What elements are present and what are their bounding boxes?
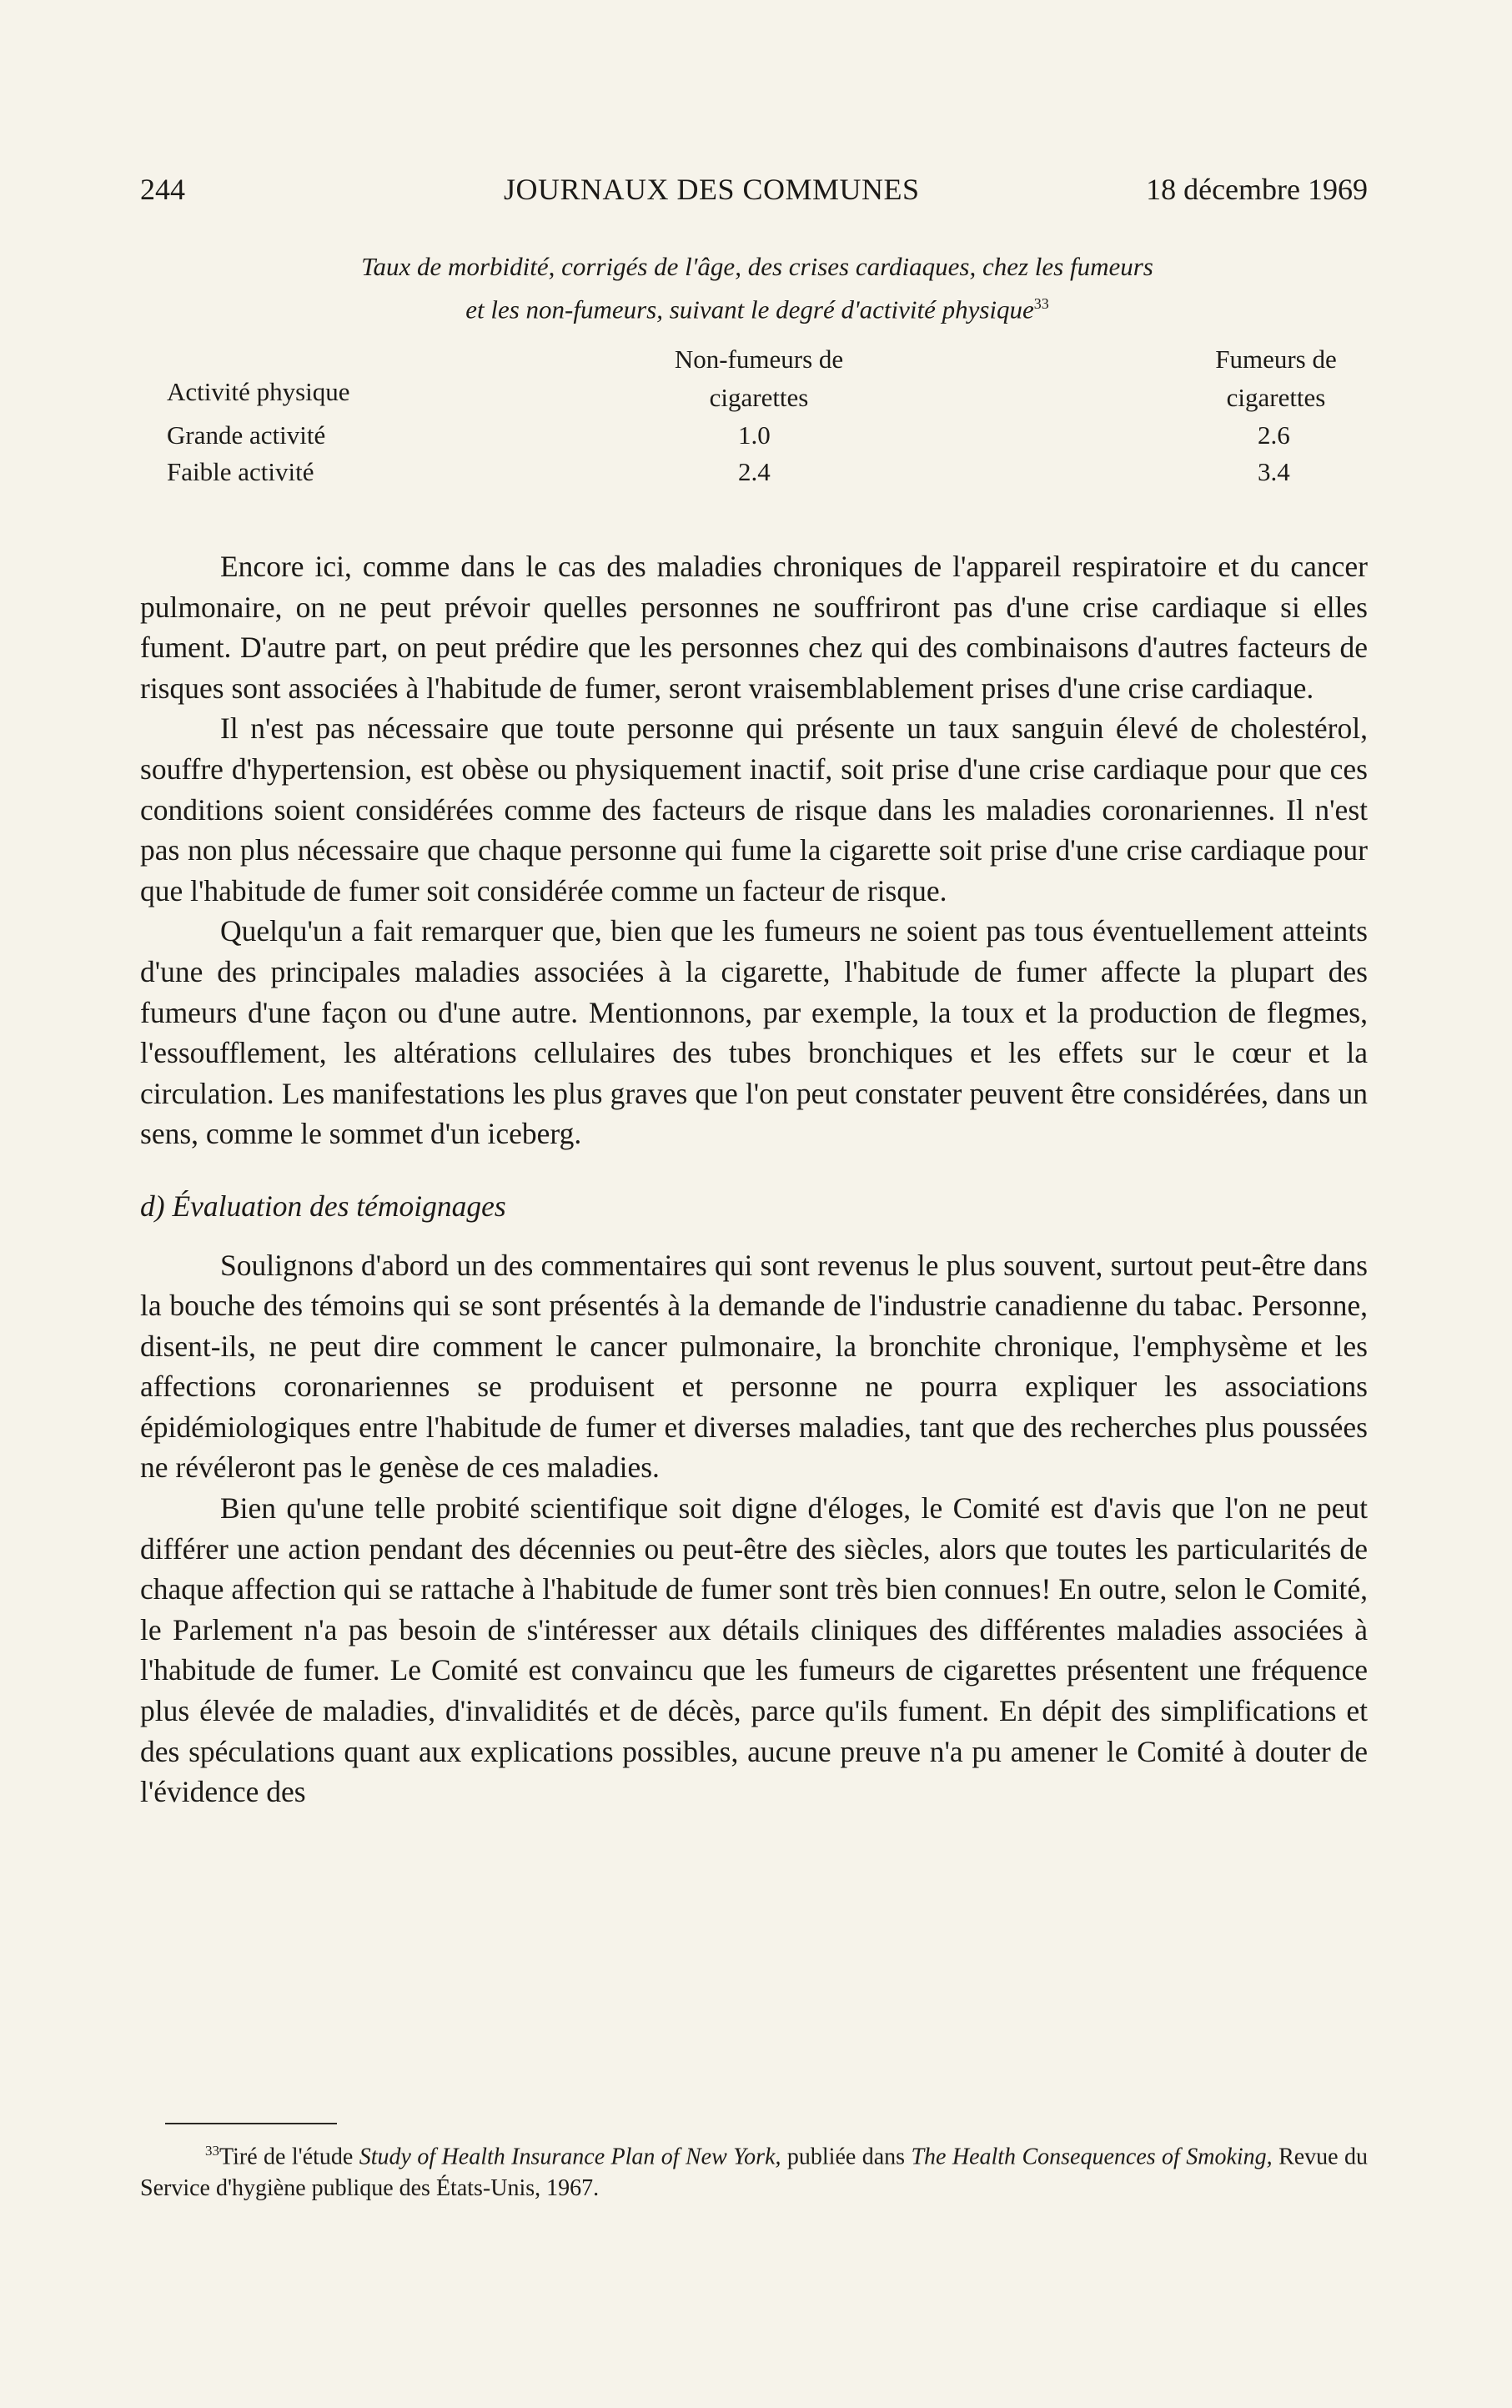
smokers-value: 3.4 — [1258, 457, 1290, 486]
body-text — [140, 546, 1368, 1812]
footnote-text-c: Revue du Service d'hygiène publique des États-Unis, 1967. — [140, 2144, 1368, 2202]
paragraph: Bien qu'une telle probité scientifique soit digne d'éloges, le Comité est d'avis que l'on ne peut différer une action pendant des décennies ou peut-être des siècles, alors que toutes les particularités de chaque affection qui se rattache à l'habitude de fumer sont très bien connues! En outre, selon le Comité, le Parlement n'a pas besoin de s'intéresser aux détails cliniques des différentes maladies associées à l'habitude de fumer. Le Comité est convaincu que les fumeurs de cigarettes présentent une fréquence plus élevée de maladies, d'invalidités et de décès, parce qu'ils fument. En dépit des simplifications et des spéculations quant aux explications possibles, aucune preuve n'a pu amener le Comité à douter de l'évidence des — [140, 1491, 1368, 1809]
row-label: Faible activité — [167, 457, 314, 486]
table-header-smokers — [1176, 340, 1376, 417]
table-header-nonsmokers — [651, 340, 867, 417]
footnote-title-a: Study of Health Insurance Plan of New York, — [359, 2144, 781, 2170]
table-header-smokers-line1: Fumeurs de — [1215, 344, 1337, 374]
header-date: 18 décembre 1969 — [1146, 173, 1368, 206]
table-header-nonsmokers-line1: Non-fumeurs de — [674, 344, 844, 374]
footnote — [140, 2135, 1368, 2204]
section-heading — [140, 1186, 1368, 1227]
running-header — [140, 172, 1368, 219]
table-caption — [165, 249, 1349, 328]
paragraph: Il n'est pas nécessaire que toute personne qui présente un taux sanguin élevé de cholestérol, souffre d'hypertension, est obèse ou physiquement inactif, soit prise d'une crise cardiaque pour que ces conditions soient considérées comme des facteurs de risque dans les maladies coronariennes. Il n'est pas non plus nécessaire que chaque personne qui fume la cigarette soit prise d'une crise cardiaque pour que l'habitude de fumer soit considérée comme un facteur de risque. — [140, 711, 1368, 907]
footnote-text-a: Tiré de l'étude — [219, 2144, 354, 2170]
table-row — [167, 420, 1351, 457]
footnote-text-b: publiée dans — [786, 2144, 906, 2170]
paragraph: Soulignons d'abord un des commentaires qui sont revenus le plus souvent, surtout peut-être dans la bouche des témoins qui se sont présentés à la demande de l'industrie canadienne du tabac. Personne, disent-ils, ne peut dire comment le cancer pulmonaire, la bronchite chronique, l'emphysème et les affections coronariennes se produisent et personne ne pourra expliquer les associations épidémiologiques entre l'habitude de fumer et diverses maladies, tant que des recherches plus poussées ne révéleront pas le genèse de ces maladies. — [140, 1248, 1368, 1485]
journal-title: JOURNAUX DES COMMUNES — [504, 173, 920, 206]
section-title: Évaluation des témoignages — [172, 1189, 506, 1223]
footnote-title-b: The Health Consequences of Smoking, — [911, 2144, 1273, 2170]
caption-line-2 — [165, 285, 1349, 328]
nonsmokers-value: 2.4 — [738, 457, 771, 486]
table-row — [167, 457, 1351, 494]
row-label: Grande activité — [167, 420, 326, 450]
table-header-activity: Activité physique — [167, 377, 350, 406]
paragraph: Quelqu'un a fait remarquer que, bien que les fumeurs ne soient pas tous éventuellement atteints d'une des principales maladies associées à la cigarette, l'habitude de fumer affecte la plupart des fumeurs d'une façon ou d'une autre. Mentionnons, par exemple, la toux et la production de flegmes, l'essoufflement, les altérations cellulaires des tubes bronchiques et les effets sur le cœur et la circulation. Les manifestations les plus graves que l'on peut constater peuvent être considérées, dans un sens, comme le sommet d'un iceberg. — [140, 914, 1368, 1151]
paragraph: Encore ici, comme dans le cas des maladies chroniques de l'appareil respiratoire et du cancer pulmonaire, on ne peut prévoir quelles personnes ne souffriront pas d'une crise cardiaque si elles fument. D'autre part, on peut prédire que les personnes chez qui des combinaisons d'autres facteurs de risques sont associées à l'habitude de fumer, seront vraisemblablement prises d'une crise cardiaque. — [140, 550, 1368, 705]
nonsmokers-value: 1.0 — [738, 420, 771, 450]
caption-footnote-ref: 33 — [1033, 295, 1049, 312]
caption-line-1: Taux de morbidité, corrigés de l'âge, des crises cardiaques, chez les fumeurs — [361, 252, 1153, 281]
table-header-smokers-line2: cigarettes — [1226, 383, 1326, 412]
caption-line-2-text: et les non-fumeurs, suivant le degré d'activité physique — [465, 294, 1034, 324]
page-number: 244 — [140, 173, 185, 206]
footnote-rule — [165, 2123, 337, 2124]
section-letter: d) — [140, 1189, 165, 1223]
footnote-number: 33 — [205, 2143, 219, 2159]
table-header-nonsmokers-line2: cigarettes — [709, 383, 809, 412]
smokers-value: 2.6 — [1258, 420, 1290, 450]
